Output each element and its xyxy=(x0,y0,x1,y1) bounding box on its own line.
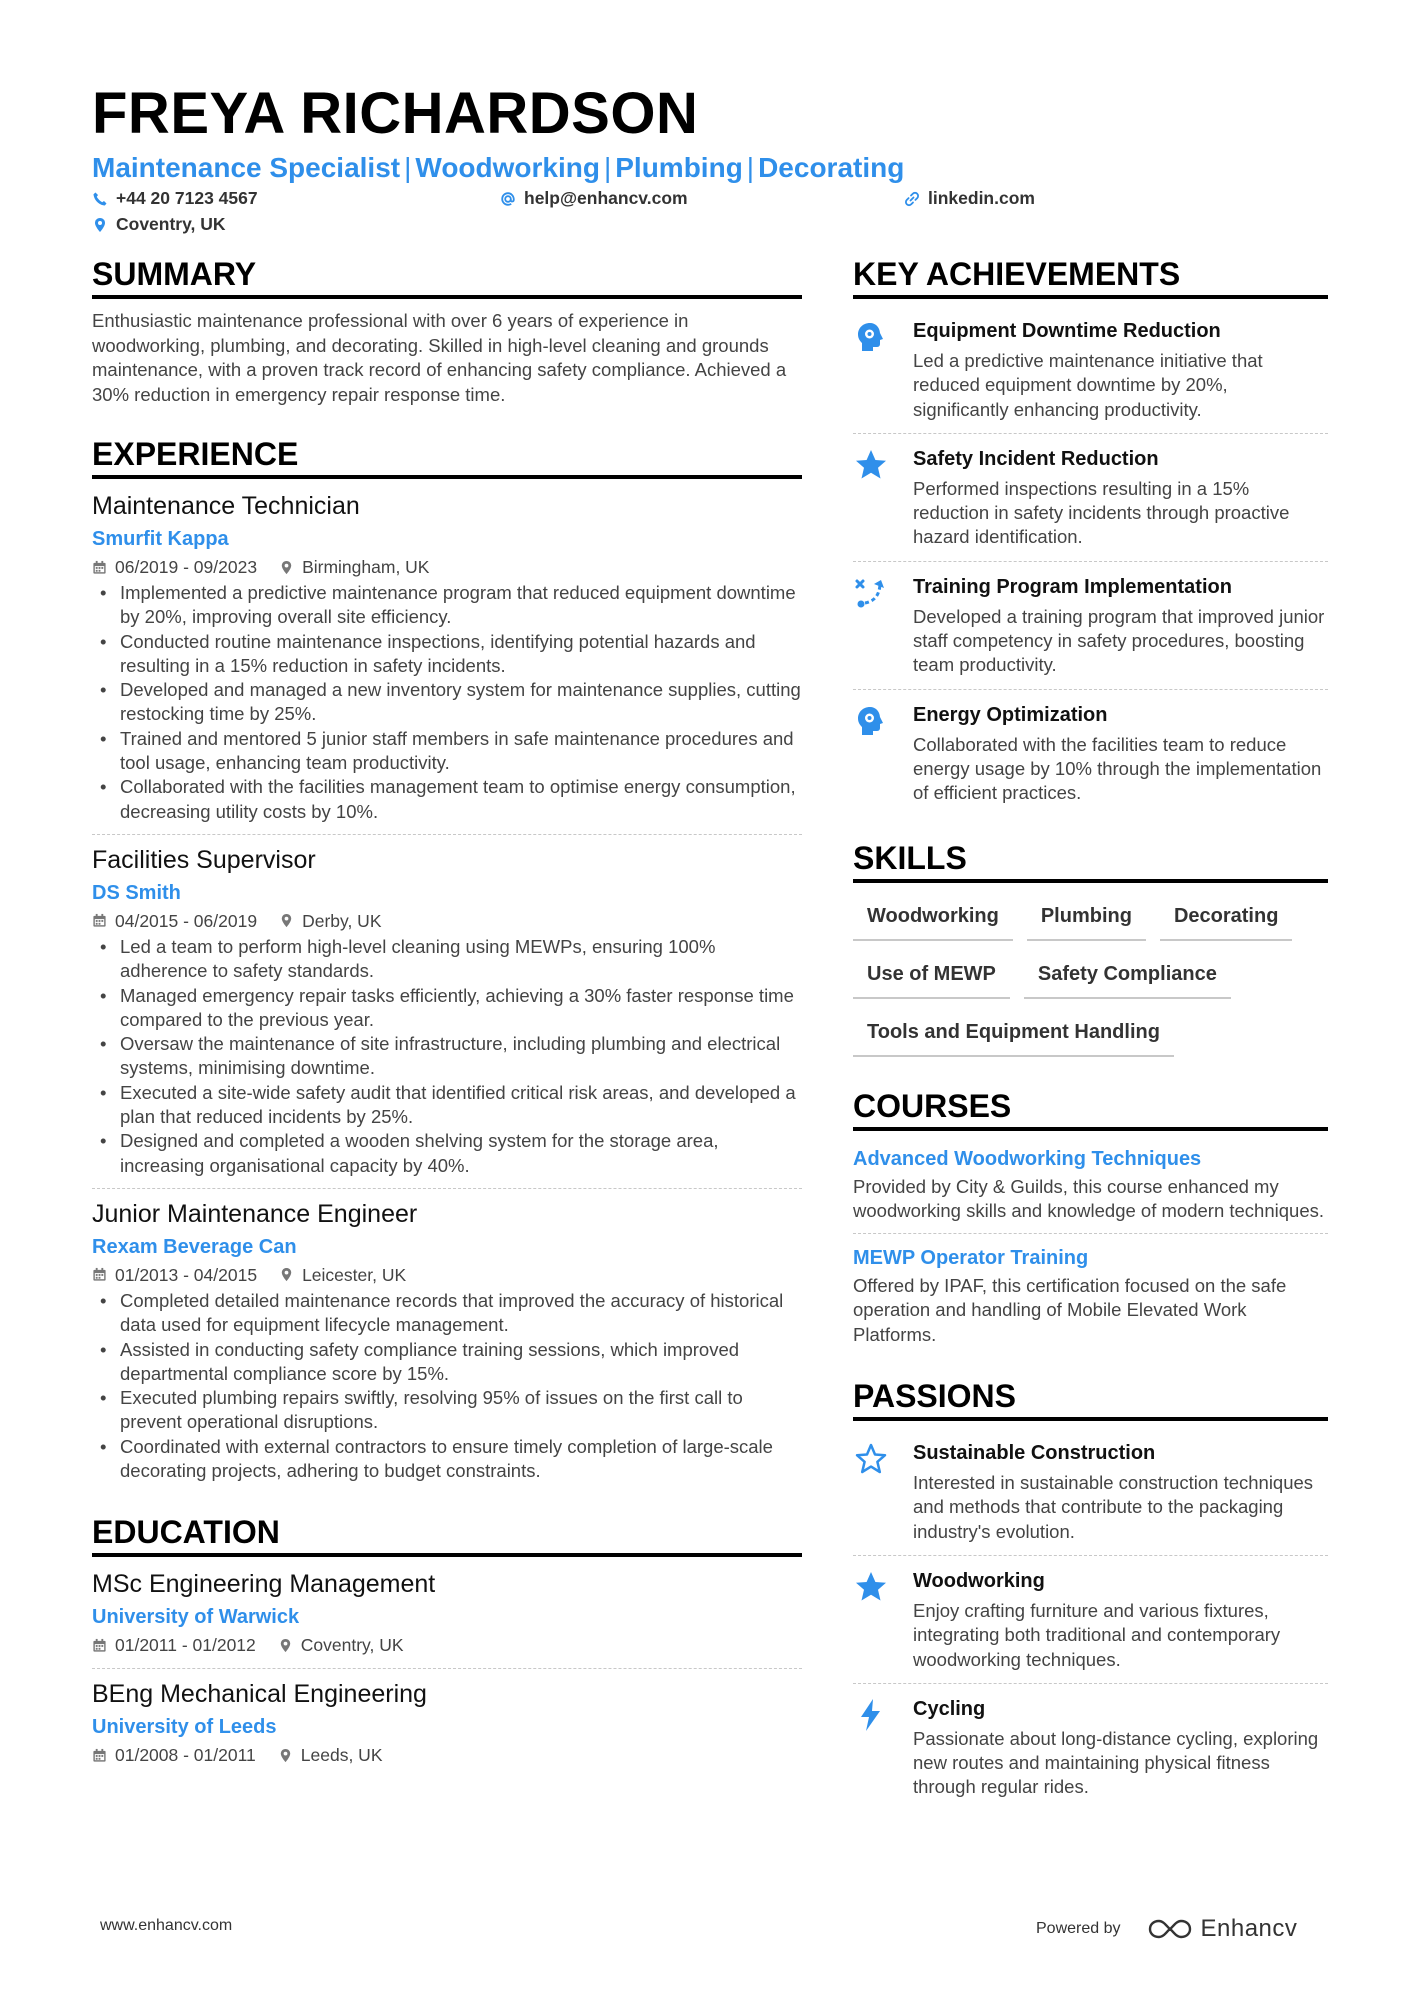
job-dates-text: 06/2019 - 09/2023 xyxy=(115,557,258,577)
job-bullet: • Managed emergency repair tasks efficiently, achieving a 30% faster response time compared to the previous year. xyxy=(92,984,802,1033)
job-bullet: • Developed and managed a new inventory system for maintenance supplies, cutting restocking time by 25%. xyxy=(92,678,802,727)
course-item xyxy=(853,1141,1328,1234)
courses-section xyxy=(853,1087,1328,1357)
brand-name: Enhancv xyxy=(1200,1915,1298,1942)
education-dates-text: 01/2008 - 01/2011 xyxy=(115,1745,256,1766)
experience-entry xyxy=(92,834,802,1184)
head-gear-icon xyxy=(853,319,889,355)
experience-entry xyxy=(92,1188,802,1489)
job-bullet: • Assisted in conducting safety compliance training sessions, which improved departmental compliance score by 15%. xyxy=(92,1338,802,1387)
education-dates xyxy=(92,1632,256,1658)
achievement-item xyxy=(853,433,1328,561)
job-location xyxy=(279,554,429,580)
job-meta xyxy=(92,554,802,580)
achievement-item xyxy=(853,309,1328,433)
passion-title: Sustainable Construction xyxy=(913,1442,1156,1465)
section-title-experience: EXPERIENCE xyxy=(92,435,802,479)
course-item xyxy=(853,1233,1328,1357)
education-entry xyxy=(92,1567,802,1658)
achievement-title: Safety Incident Reduction xyxy=(913,447,1159,470)
location-pin-icon xyxy=(92,217,108,233)
page-footer xyxy=(0,1905,1410,1945)
star-icon xyxy=(853,447,889,483)
job-location xyxy=(279,908,381,934)
powered-by-text: Powered by xyxy=(1036,1920,1121,1937)
passion-item xyxy=(853,1683,1328,1811)
summary-section xyxy=(92,255,802,407)
education-dates-text: 01/2011 - 01/2012 xyxy=(115,1635,256,1656)
email-text: help@enhancv.com xyxy=(524,188,688,208)
education-location xyxy=(278,1632,404,1658)
headline-separator: | xyxy=(746,152,755,183)
skill-tag: Use of MEWP xyxy=(853,955,1010,999)
contact-phone[interactable] xyxy=(92,188,258,209)
passion-title: Woodworking xyxy=(913,1569,1045,1592)
calendar-icon xyxy=(92,1638,107,1653)
section-title-passions: PASSIONS xyxy=(853,1377,1328,1421)
education-meta xyxy=(92,1632,802,1658)
job-role: Facilities Supervisor xyxy=(92,845,316,874)
achievement-title: Training Program Implementation xyxy=(913,575,1232,598)
headline-separator: | xyxy=(404,152,412,183)
passion-item xyxy=(853,1431,1328,1555)
job-bullet: • Collaborated with the facilities management team to optimise energy consumption, decreasing utility costs by 10%. xyxy=(92,775,802,824)
job-bullets xyxy=(92,581,802,824)
link-icon xyxy=(904,191,920,207)
section-title-summary: SUMMARY xyxy=(92,255,802,299)
school-name: University of Warwick xyxy=(92,1606,300,1629)
achievements-section xyxy=(853,255,1328,817)
education-dates xyxy=(92,1742,256,1768)
achievement-desc: Collaborated with the facilities team to reduce energy usage by 10% through the implementation of efficient practices. xyxy=(913,733,1322,804)
achievement-item xyxy=(853,689,1328,817)
job-dates xyxy=(92,1262,257,1288)
course-title: MEWP Operator Training xyxy=(853,1247,1089,1270)
headline-title: Woodworking xyxy=(415,152,600,183)
calendar-icon xyxy=(92,1748,107,1763)
location-pin-icon xyxy=(279,913,294,928)
job-dates xyxy=(92,554,257,580)
job-company: Rexam Beverage Can xyxy=(92,1235,297,1258)
passion-title: Cycling xyxy=(913,1697,986,1720)
strategy-icon xyxy=(853,575,889,611)
calendar-icon xyxy=(92,913,107,928)
degree-title: BEng Mechanical Engineering xyxy=(92,1680,427,1709)
contact-email[interactable] xyxy=(500,188,688,209)
job-role: Maintenance Technician xyxy=(92,492,360,520)
linkedin-text: linkedin.com xyxy=(928,188,1035,208)
headline-titles xyxy=(92,150,1332,186)
job-bullet: • Conducted routine maintenance inspections, identifying potential hazards and resulting in a 15% reduction in safety incidents. xyxy=(92,630,802,679)
education-section xyxy=(92,1513,802,1768)
section-title-courses: COURSES xyxy=(853,1087,1328,1131)
skill-tag: Safety Compliance xyxy=(1024,955,1231,999)
achievement-desc: Led a predictive maintenance initiative that reduced equipment downtime by 20%, significantly enhancing productivity. xyxy=(913,350,1263,420)
education-location xyxy=(278,1742,383,1768)
skill-tag: Tools and Equipment Handling xyxy=(853,1013,1174,1057)
course-title: Advanced Woodworking Techniques xyxy=(853,1147,1202,1170)
job-meta xyxy=(92,1262,802,1288)
section-title-education: EDUCATION xyxy=(92,1513,802,1557)
at-icon xyxy=(500,191,516,207)
job-role: Junior Maintenance Engineer xyxy=(92,1199,418,1228)
job-location xyxy=(279,1262,406,1288)
skills-section xyxy=(853,839,1328,1057)
job-location-text: Derby, UK xyxy=(302,910,382,931)
passion-desc: Interested in sustainable construction techniques and methods that contribute to the packaging industry's evolution. xyxy=(913,1472,1314,1542)
education-entry xyxy=(92,1668,802,1768)
star-icon xyxy=(853,1569,889,1605)
achievement-desc: Developed a training program that improved junior staff competency in safety procedures, boosting team productivity. xyxy=(913,605,1325,676)
section-title-achievements: KEY ACHIEVEMENTS xyxy=(853,255,1328,299)
location-pin-icon xyxy=(278,1748,293,1763)
passion-desc: Enjoy crafting furniture and various fixtures, integrating both traditional and contemporary woodworking techniques. xyxy=(913,1599,1281,1670)
achievement-desc: Performed inspections resulting in a 15% reduction in safety incidents through proactive hazard identification. xyxy=(913,477,1290,548)
course-desc: Offered by IPAF, this certification focused on the safe operation and handling of Mobile Elevated Work Platforms. xyxy=(853,1275,1287,1345)
degree-title: MSc Engineering Management xyxy=(92,1570,436,1599)
footer-url[interactable]: www.enhancv.com xyxy=(100,1917,233,1934)
headline-title: Decorating xyxy=(758,152,905,183)
headline-separator: | xyxy=(603,152,612,183)
job-bullet: • Implemented a predictive maintenance program that reduced equipment downtime by 20%, improving overall site efficiency. xyxy=(92,581,802,630)
achievement-title: Energy Optimization xyxy=(913,703,1108,726)
job-company: Smurfit Kappa xyxy=(92,528,229,550)
skill-tag: Woodworking xyxy=(853,897,1013,941)
education-location-text: Coventry, UK xyxy=(300,1635,404,1656)
passions-section xyxy=(853,1377,1328,1811)
headline-title: Maintenance Specialist xyxy=(92,152,401,183)
job-bullets xyxy=(92,1289,802,1483)
experience-entry xyxy=(92,489,802,830)
candidate-name: FREYA RICHARDSON xyxy=(92,81,699,146)
passion-item xyxy=(853,1555,1328,1683)
lightning-icon xyxy=(853,1697,889,1733)
phone-text: +44 20 7123 4567 xyxy=(116,188,258,208)
brand-logo[interactable] xyxy=(1147,1915,1298,1943)
job-bullet: • Designed and completed a wooden shelving system for the storage area, increasing organisational capacity by 40%. xyxy=(92,1129,802,1178)
section-title-skills: SKILLS xyxy=(853,839,1328,883)
left-column xyxy=(92,255,802,1768)
achievement-title: Equipment Downtime Reduction xyxy=(913,320,1221,342)
location-pin-icon xyxy=(279,560,294,575)
job-location-text: Leicester, UK xyxy=(302,1264,407,1285)
job-bullet: • Trained and mentored 5 junior staff members in safe maintenance procedures and tool usage, enhancing team productivity. xyxy=(92,727,802,776)
job-bullets xyxy=(92,935,802,1178)
powered-by xyxy=(1036,1915,1297,1943)
education-location-text: Leeds, UK xyxy=(300,1745,383,1766)
job-bullet: • Coordinated with external contractors to ensure timely completion of large-scale decorating projects, adhering to budget constraints. xyxy=(92,1435,802,1484)
location-pin-icon xyxy=(279,1267,294,1282)
job-bullet: • Executed a site-wide safety audit that identified critical risk areas, and developed a plan that reduced incidents by 25%. xyxy=(92,1081,802,1130)
contact-info xyxy=(92,188,1332,240)
job-dates-text: 01/2013 - 04/2015 xyxy=(115,1264,258,1285)
job-bullet: • Oversaw the maintenance of site infrastructure, including plumbing and electrical systems, minimising downtime. xyxy=(92,1032,802,1081)
location-text: Coventry, UK xyxy=(116,214,226,234)
job-bullet: • Completed detailed maintenance records that improved the accuracy of historical data used for equipment lifecycle management. xyxy=(92,1289,802,1338)
calendar-icon xyxy=(92,1267,107,1282)
contact-linkedin[interactable] xyxy=(904,188,1035,209)
job-location-text: Birmingham, UK xyxy=(302,557,430,577)
star-outline-icon xyxy=(853,1441,889,1477)
education-meta xyxy=(92,1742,802,1768)
skill-tag: Decorating xyxy=(1160,897,1292,941)
summary-text: Enthusiastic maintenance professional with over 6 years of experience in woodworking, plumbing, and decorating. Skilled in high-level cleaning and grounds maintenance, with a proven track record of enhancing safety compliance. Achieved a 30% reduction in emergency repair response time. xyxy=(92,310,787,405)
headline-title: Plumbing xyxy=(615,152,743,183)
job-dates xyxy=(92,908,257,934)
head-gear-icon xyxy=(853,703,889,739)
right-column xyxy=(853,255,1328,1811)
job-dates-text: 04/2015 - 06/2019 xyxy=(115,910,258,931)
skills-list xyxy=(853,897,1328,1057)
skill-tag: Plumbing xyxy=(1027,897,1146,941)
school-name: University of Leeds xyxy=(92,1716,277,1739)
experience-section xyxy=(92,435,802,1489)
job-bullet: • Led a team to perform high-level cleaning using MEWPs, ensuring 100% adherence to safety standards. xyxy=(92,935,802,984)
location-pin-icon xyxy=(278,1638,293,1653)
job-meta xyxy=(92,908,802,934)
passion-desc: Passionate about long-distance cycling, exploring new routes and maintaining physical fitness through regular rides. xyxy=(913,1727,1319,1798)
enhancv-logo-icon xyxy=(1147,1917,1193,1941)
achievement-item xyxy=(853,561,1328,689)
contact-location xyxy=(92,214,226,235)
resume-header xyxy=(92,80,1332,240)
calendar-icon xyxy=(92,560,107,575)
course-desc: Provided by City & Guilds, this course enhanced my woodworking skills and knowledge of modern techniques. xyxy=(853,1175,1324,1221)
job-company: DS Smith xyxy=(92,881,181,904)
job-bullet: • Executed plumbing repairs swiftly, resolving 95% of issues on the first call to prevent operational disruptions. xyxy=(92,1386,802,1435)
phone-icon xyxy=(92,191,108,207)
